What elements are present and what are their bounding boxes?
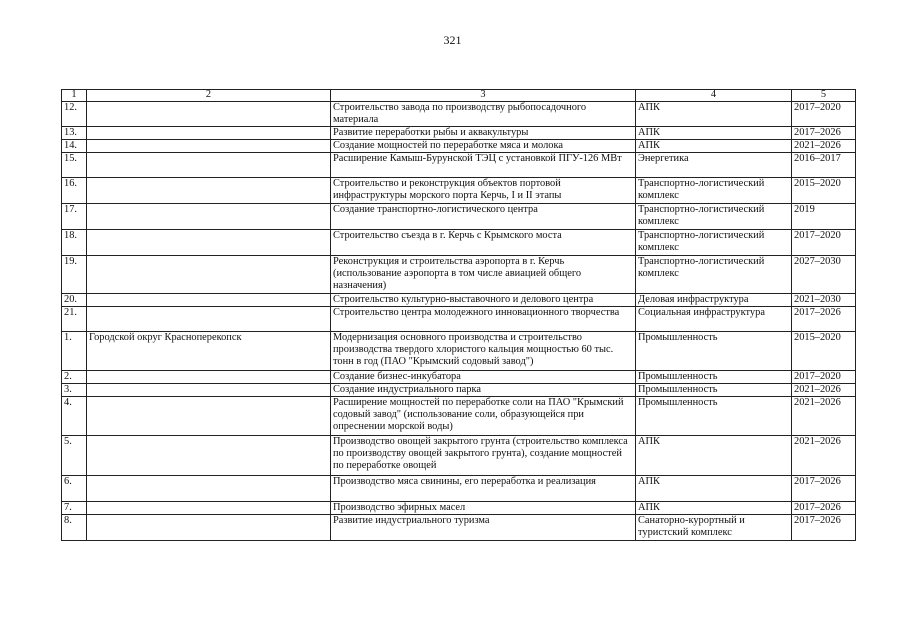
row-sector: Энергетика — [636, 153, 792, 178]
column-header: 2 — [87, 90, 331, 102]
row-district — [87, 515, 331, 541]
column-header: 5 — [792, 90, 856, 102]
table-row — [62, 515, 856, 541]
row-sector: Промышленность — [636, 332, 792, 371]
row-district — [87, 307, 331, 332]
column-header: 4 — [636, 90, 792, 102]
row-period: 2017–2026 — [792, 502, 856, 515]
row-period: 2017–2020 — [792, 371, 856, 384]
row-sector: АПК — [636, 436, 792, 476]
row-period: 2021–2026 — [792, 436, 856, 476]
table-row — [62, 127, 856, 140]
row-project: Развитие индустриального туризма — [331, 515, 636, 541]
row-sector: Промышленность — [636, 371, 792, 384]
row-project: Производство мяса свинины, его переработка и реализация — [331, 476, 636, 502]
row-project: Создание мощностей по переработке мяса и молока — [331, 140, 636, 153]
row-project: Строительство и реконструкция объектов портовой инфраструктуры морского порта Керчь, I и II этапы — [331, 178, 636, 204]
row-project: Строительство культурно-выставочного и делового центра — [331, 294, 636, 307]
row-sector: Промышленность — [636, 397, 792, 436]
row-number: 19. — [62, 256, 87, 294]
table-row — [62, 256, 856, 294]
row-district — [87, 140, 331, 153]
row-period: 2015–2020 — [792, 332, 856, 371]
table-row — [62, 153, 856, 178]
row-sector: Транспортно-логистический комплекс — [636, 256, 792, 294]
row-district — [87, 153, 331, 178]
row-district — [87, 436, 331, 476]
row-district — [87, 294, 331, 307]
row-number: 14. — [62, 140, 87, 153]
row-sector: Социальная инфраструктура — [636, 307, 792, 332]
row-period: 2027–2030 — [792, 256, 856, 294]
row-project: Модернизация основного производства и строительство производства твердого хлористого кальция мощностью 60 тыс. тонн в год (ПАО "Крымский содовый завод") — [331, 332, 636, 371]
table-row — [62, 436, 856, 476]
row-project: Создание бизнес-инкубатора — [331, 371, 636, 384]
row-district — [87, 127, 331, 140]
table-row — [62, 476, 856, 502]
row-number: 15. — [62, 153, 87, 178]
row-sector: АПК — [636, 476, 792, 502]
row-project: Создание транспортно-логистического центра — [331, 204, 636, 230]
row-sector: АПК — [636, 502, 792, 515]
row-number: 17. — [62, 204, 87, 230]
row-project: Производство овощей закрытого грунта (строительство комплекса по производству овощей закрытого грунта), создание мощностей по переработке овощей — [331, 436, 636, 476]
table-row — [62, 371, 856, 384]
row-period: 2017–2026 — [792, 476, 856, 502]
table-row — [62, 178, 856, 204]
row-sector: Промышленность — [636, 384, 792, 397]
row-period: 2021–2026 — [792, 397, 856, 436]
row-project: Развитие переработки рыбы и аквакультуры — [331, 127, 636, 140]
row-project: Создание индустриального парка — [331, 384, 636, 397]
page-number: 321 — [443, 33, 462, 47]
row-period: 2019 — [792, 204, 856, 230]
row-period: 2021–2026 — [792, 384, 856, 397]
row-number: 1. — [62, 332, 87, 371]
row-sector: АПК — [636, 127, 792, 140]
row-sector: Транспортно-логистический комплекс — [636, 204, 792, 230]
row-number: 3. — [62, 384, 87, 397]
row-sector: АПК — [636, 140, 792, 153]
row-period: 2016–2017 — [792, 153, 856, 178]
row-number: 5. — [62, 436, 87, 476]
row-number: 4. — [62, 397, 87, 436]
row-sector: Деловая инфраструктура — [636, 294, 792, 307]
row-sector: Транспортно-логистический комплекс — [636, 178, 792, 204]
table-row — [62, 294, 856, 307]
row-sector: Санаторно-курортный и туристский комплекс — [636, 515, 792, 541]
row-number: 20. — [62, 294, 87, 307]
row-number: 18. — [62, 230, 87, 256]
row-period: 2021–2030 — [792, 294, 856, 307]
row-period: 2017–2026 — [792, 515, 856, 541]
row-project: Реконструкция и строительства аэропорта в г. Керчь (использование аэропорта в том числе авиацией общего назначения) — [331, 256, 636, 294]
row-number: 6. — [62, 476, 87, 502]
row-district — [87, 502, 331, 515]
row-district: Городской округ Красноперекопск — [87, 332, 331, 371]
row-district — [87, 230, 331, 256]
table-row — [62, 140, 856, 153]
row-period: 2017–2020 — [792, 230, 856, 256]
row-number: 13. — [62, 127, 87, 140]
row-project: Строительство съезда в г. Керчь с Крымского моста — [331, 230, 636, 256]
row-district — [87, 204, 331, 230]
table-body — [62, 102, 856, 541]
row-district — [87, 102, 331, 127]
row-number: 16. — [62, 178, 87, 204]
row-project: Расширение мощностей по переработке соли на ПАО "Крымский содовый завод" (использование соли, образующейся при опреснении морской воды) — [331, 397, 636, 436]
row-project: Производство эфирных масел — [331, 502, 636, 515]
row-district — [87, 256, 331, 294]
row-number: 8. — [62, 515, 87, 541]
table-row — [62, 384, 856, 397]
row-period: 2017–2026 — [792, 307, 856, 332]
projects-table — [61, 89, 856, 541]
table-row — [62, 102, 856, 127]
column-header: 1 — [62, 90, 87, 102]
row-project: Строительство завода по производству рыбопосадочного материала — [331, 102, 636, 127]
table-row — [62, 230, 856, 256]
row-district — [87, 178, 331, 204]
row-number: 2. — [62, 371, 87, 384]
row-period: 2017–2020 — [792, 102, 856, 127]
table-row — [62, 397, 856, 436]
row-sector: Транспортно-логистический комплекс — [636, 230, 792, 256]
table-row — [62, 204, 856, 230]
row-number: 12. — [62, 102, 87, 127]
row-district — [87, 476, 331, 502]
row-period: 2017–2026 — [792, 127, 856, 140]
table-row — [62, 502, 856, 515]
row-period: 2021–2026 — [792, 140, 856, 153]
row-sector: АПК — [636, 102, 792, 127]
row-number: 7. — [62, 502, 87, 515]
column-header: 3 — [331, 90, 636, 102]
row-district — [87, 384, 331, 397]
row-district — [87, 371, 331, 384]
row-project: Строительство центра молодежного инновационного творчества — [331, 307, 636, 332]
row-project: Расширение Камыш-Бурунской ТЭЦ с установкой ПГУ-126 МВт — [331, 153, 636, 178]
row-period: 2015–2020 — [792, 178, 856, 204]
table-row — [62, 332, 856, 371]
table-header — [62, 90, 856, 102]
row-district — [87, 397, 331, 436]
table-row — [62, 307, 856, 332]
row-number: 21. — [62, 307, 87, 332]
